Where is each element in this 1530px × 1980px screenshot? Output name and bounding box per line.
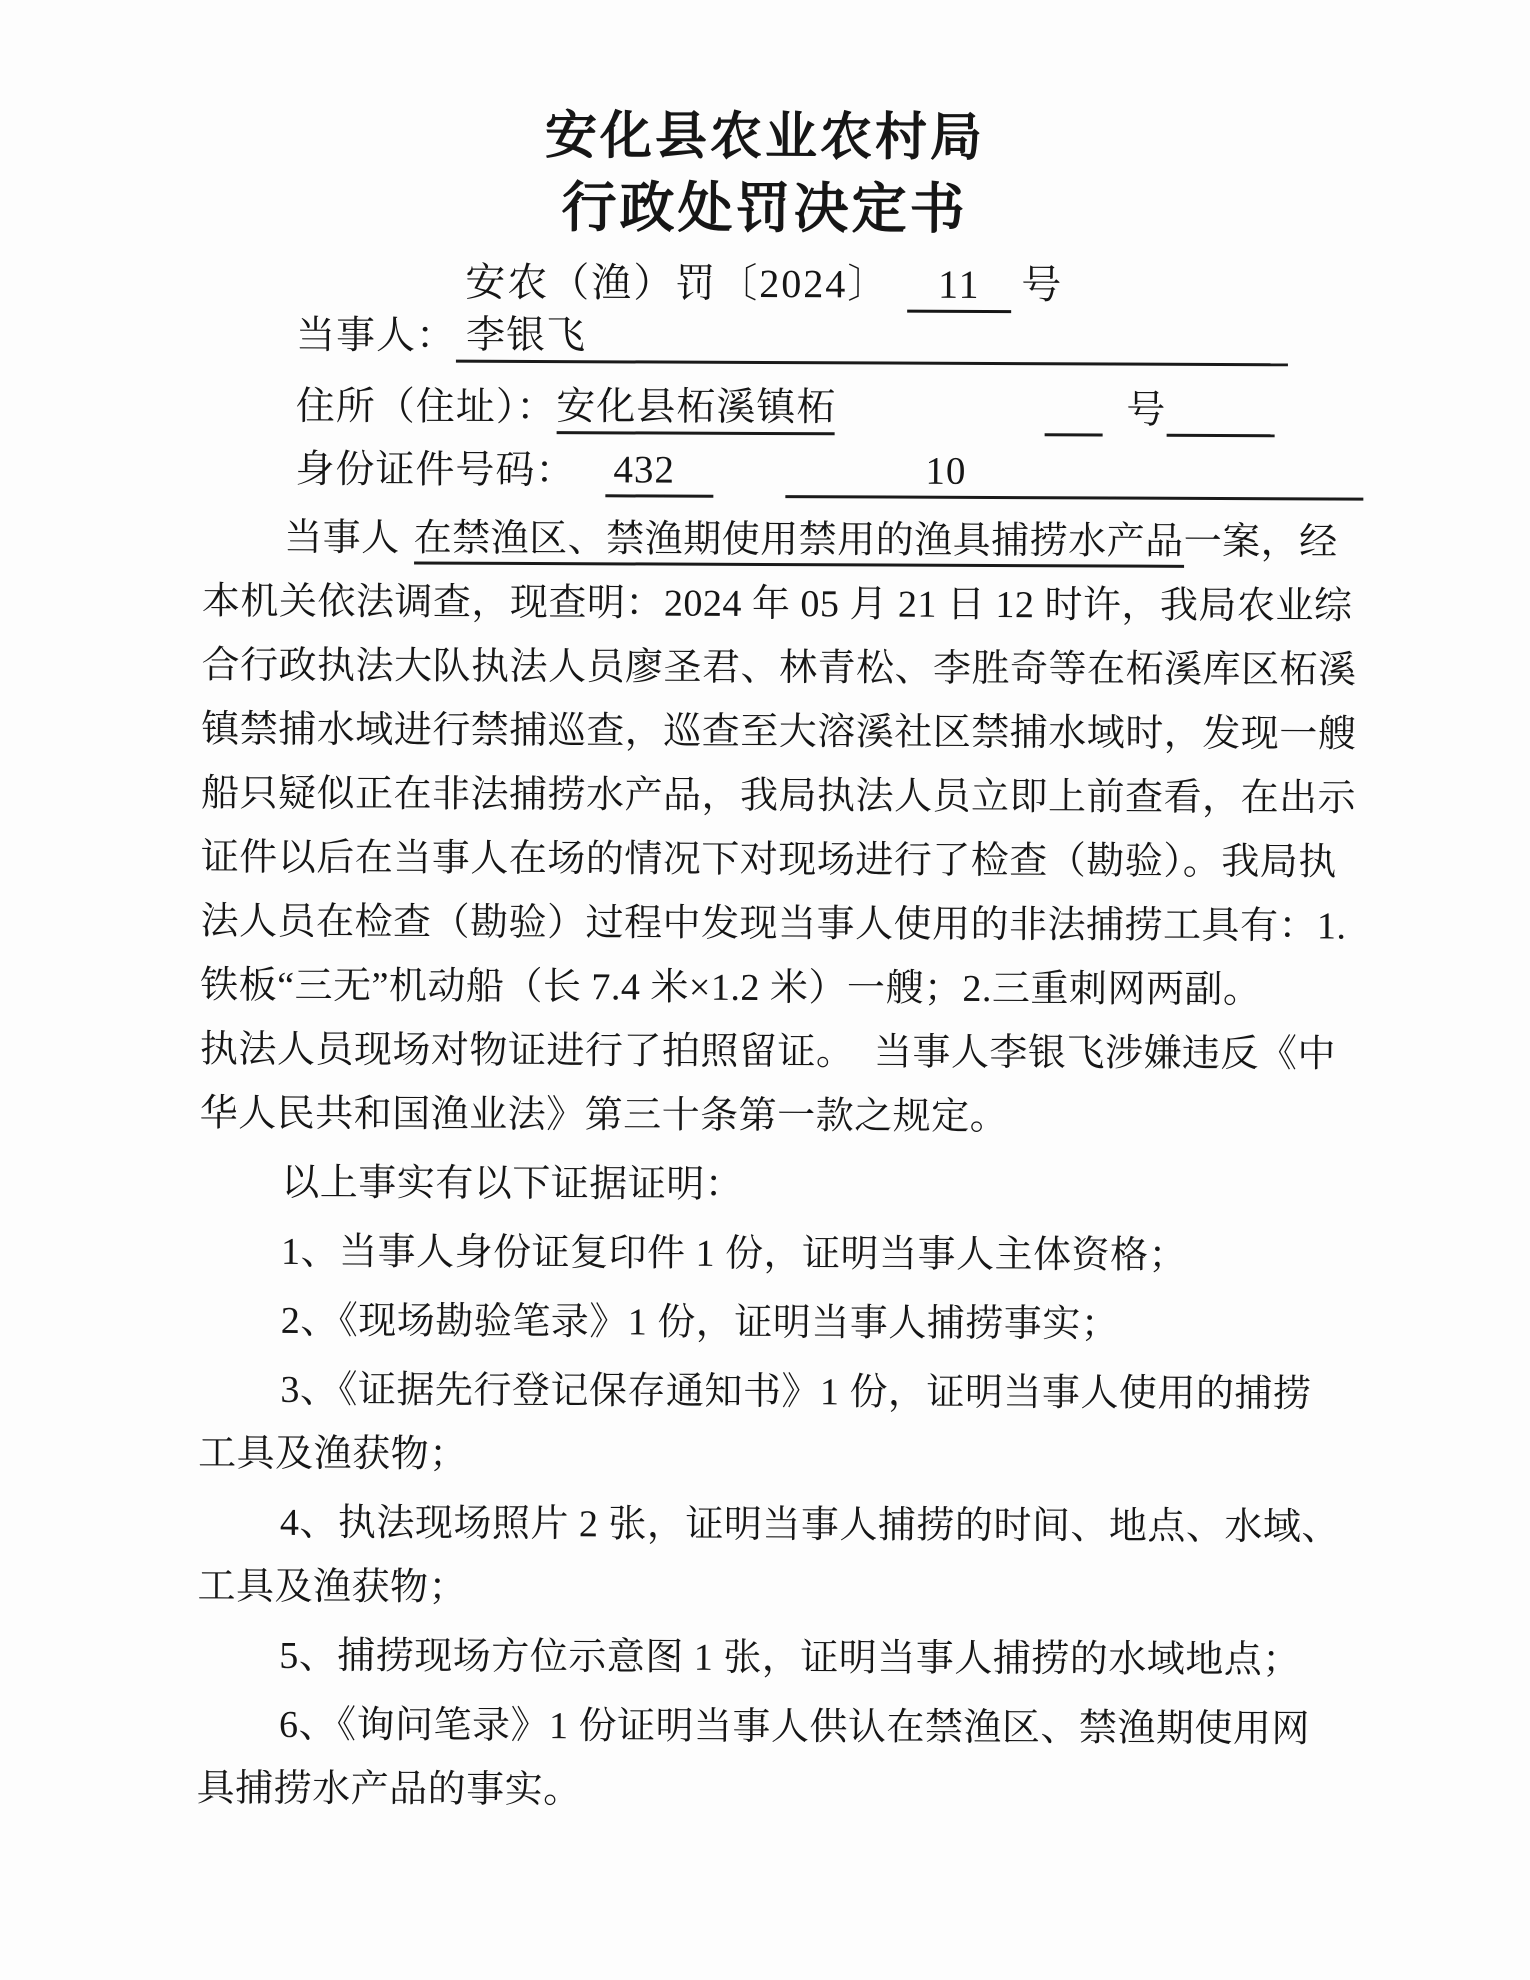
document-body bbox=[197, 506, 1383, 1826]
field-address bbox=[296, 381, 1275, 437]
field-id-number bbox=[295, 444, 1363, 501]
id-value-start: 432 bbox=[605, 446, 713, 497]
address-trailing-line bbox=[1166, 386, 1274, 437]
body-line: 法人员在检查（勘验）过程中发现当事人使用的非法捕捞工具有：1. bbox=[200, 900, 1347, 948]
address-redacted-gap bbox=[834, 411, 1044, 422]
evidence-item-3-continued: 工具及渔获物； bbox=[198, 1432, 468, 1476]
evidence-item-3: 3、《证据先行登记保存通知书》1 份，证明当事人使用的捕捞 bbox=[280, 1368, 1312, 1416]
evidence-item-1: 1、当事人身份证复印件 1 份，证明当事人主体资格； bbox=[280, 1230, 1188, 1277]
address-blank-line bbox=[1044, 385, 1102, 436]
document-type-title: 行政处罚决定书 bbox=[561, 177, 968, 240]
field-party bbox=[296, 310, 1288, 366]
evidence-item-6-continued: 具捕捞水产品的事实。 bbox=[196, 1767, 582, 1812]
body-line: 镇禁捕水域进行禁捕巡查，巡查至大溶溪社区禁捕水域时，发现一艘 bbox=[201, 708, 1357, 756]
id-label: 身份证件号码： bbox=[295, 447, 576, 493]
issuing-authority-title: 安化县农业农村局 bbox=[544, 108, 986, 167]
body-paragraph1-line1 bbox=[202, 506, 1382, 575]
body-line: 华人民共和国渔业法》第三十条第一款之规定。 bbox=[199, 1092, 1009, 1139]
body-line: 证件以后在当事人在场的情况下对现场进行了检查（勘验）。我局执 bbox=[200, 836, 1337, 884]
document-number-value: 11 bbox=[907, 261, 1011, 313]
evidence-item-4-continued: 工具及渔获物； bbox=[197, 1565, 468, 1609]
address-label: 住所（住址）： bbox=[295, 384, 557, 430]
document-number-suffix: 号 bbox=[1021, 262, 1064, 308]
document-number-line bbox=[0, 249, 1529, 316]
body-line: 合行政执法大队执法人员廖圣君、林青松、李胜奇等在柘溪库区柘溪 bbox=[201, 644, 1357, 692]
id-redacted-gap bbox=[713, 474, 785, 484]
address-value: 安化县柘溪镇柘 bbox=[556, 383, 834, 435]
body-line: 执法人员现场对物证进行了拍照留证。 当事人李银飞涉嫌违反《中 bbox=[199, 1028, 1337, 1076]
evidence-item-4: 4、执法现场照片 2 张，证明当事人捕捞的时间、地点、水域、 bbox=[279, 1501, 1340, 1549]
party-value: 李银飞 bbox=[456, 312, 1288, 367]
p1-tail: 一案，经 bbox=[1183, 520, 1338, 564]
body-line: 本机关依法调查，现查明：2024 年 05 月 21 日 12 时许，我局农业综 bbox=[201, 580, 1353, 628]
evidence-item-5: 5、捕捞现场方位示意图 1 张，证明当事人捕捞的水域地点； bbox=[279, 1634, 1301, 1682]
body-line: 船只疑似正在非法捕捞水产品，我局执法人员立即上前查看，在出示 bbox=[200, 772, 1357, 820]
id-value-end: 10 bbox=[785, 447, 1363, 501]
address-suffix: 号 bbox=[1126, 388, 1167, 432]
body-line: 铁板“三无”机动船（长 7.4 米×1.2 米）一艘；2.三重刺网两副。 bbox=[200, 964, 1262, 1012]
evidence-item-2: 2、《现场勘验笔录》1 份，证明当事人捕捞事实； bbox=[280, 1299, 1120, 1346]
p1-lead: 当事人 bbox=[284, 516, 400, 560]
evidence-item-6: 6、《询问笔录》1 份证明当事人供认在禁渔区、禁渔期使用网 bbox=[278, 1703, 1311, 1751]
document-number-prefix: 安农（渔）罚〔2024〕 bbox=[465, 259, 890, 307]
party-label: 当事人： bbox=[295, 313, 457, 358]
evidence-intro: 以上事实有以下证据证明： bbox=[281, 1161, 744, 1206]
p1-underlined-case-name: 在禁渔区、禁渔期使用禁用的渔具捕捞水产品 bbox=[414, 517, 1184, 567]
